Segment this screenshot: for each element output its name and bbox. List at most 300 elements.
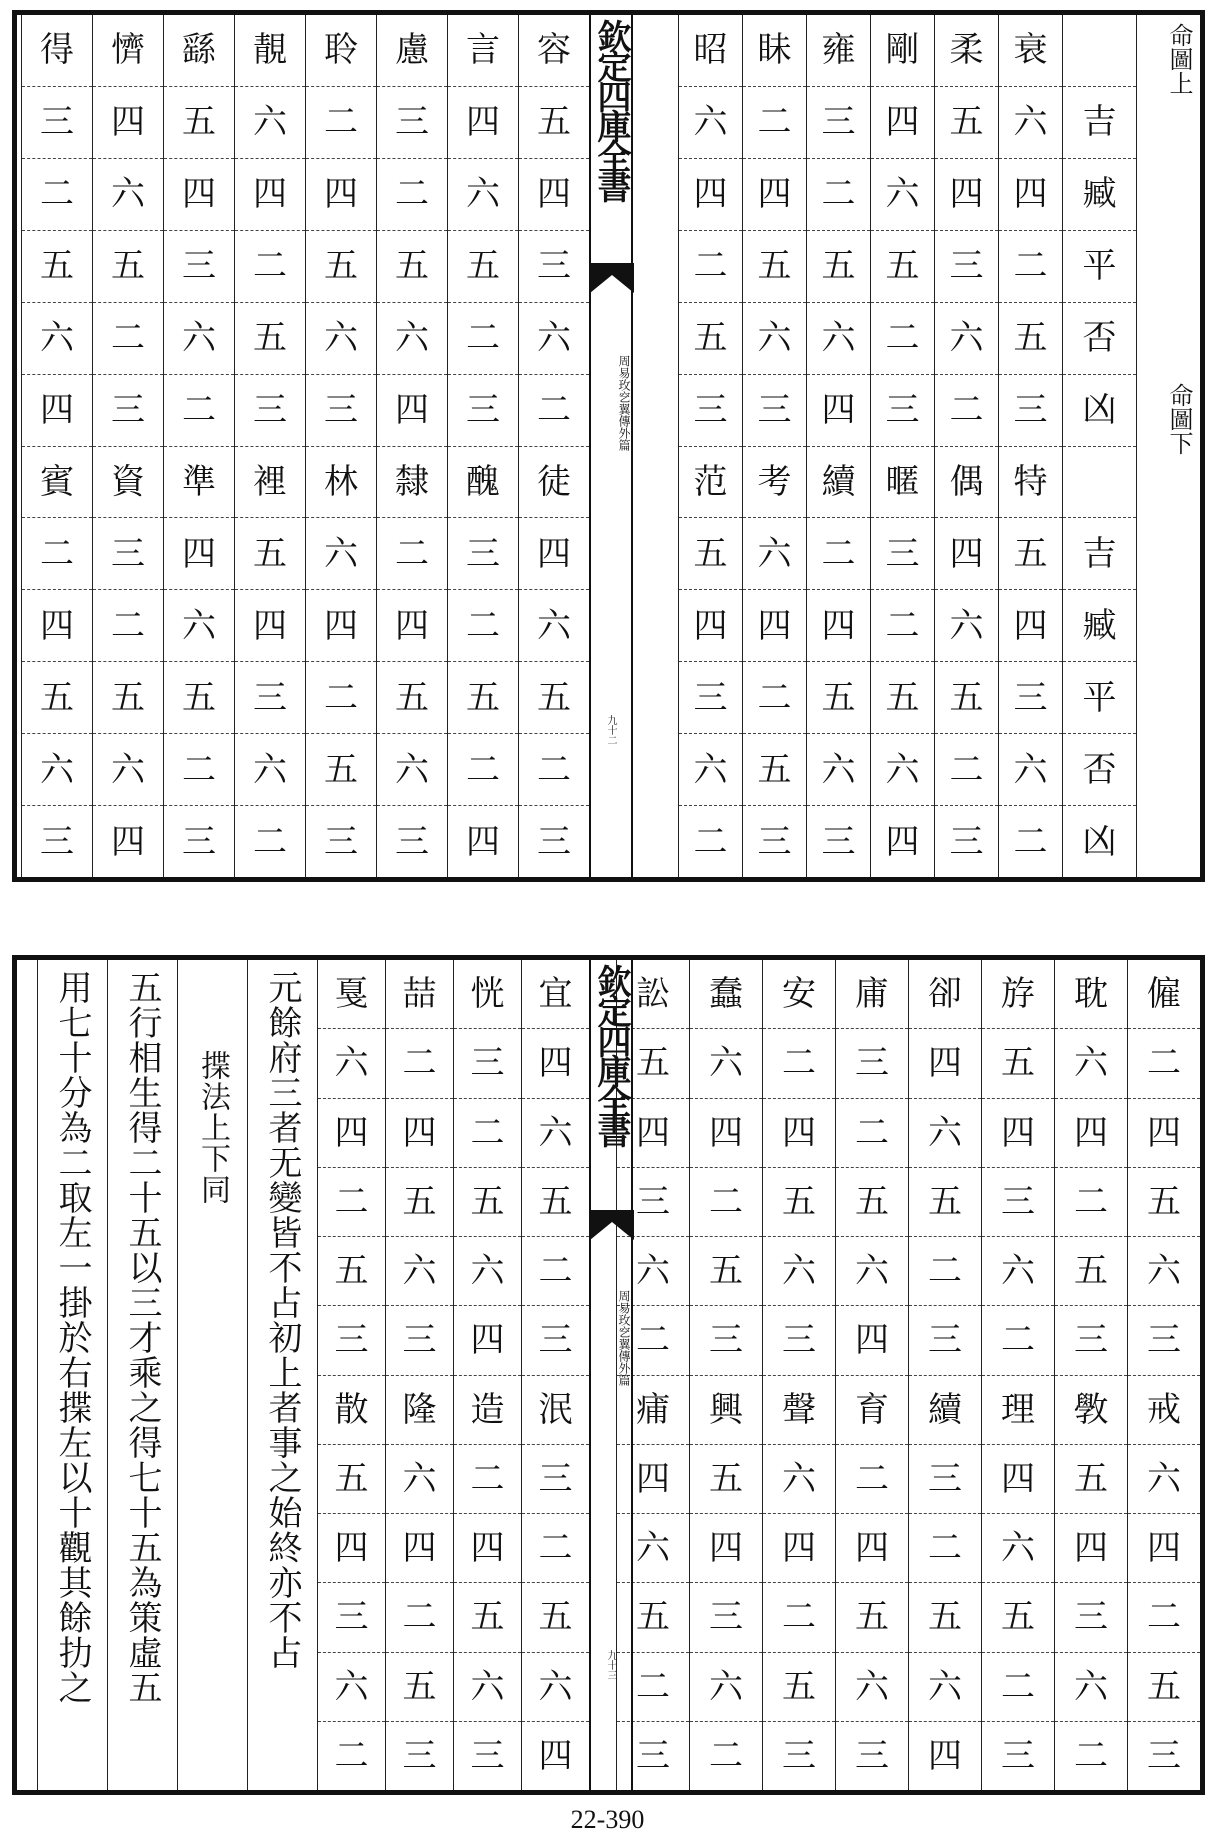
table-cell: 四 [617, 1099, 689, 1168]
table-cell: 三 [999, 375, 1062, 447]
table-cell: 五 [836, 1168, 908, 1237]
table-cell: 三 [522, 1445, 589, 1514]
table-cell: 二 [871, 303, 934, 375]
table-cell: 五 [235, 303, 305, 375]
table-cell: 三 [1055, 1583, 1127, 1652]
table-cell: 徒 [519, 447, 589, 519]
table-cell: 六 [763, 1237, 835, 1306]
table-cell: 六 [617, 1237, 689, 1306]
table-cell: 二 [386, 1029, 453, 1098]
table-cell: 二 [909, 1237, 981, 1306]
table-cell: 四 [690, 1514, 762, 1583]
table-cell: 恍 [454, 960, 521, 1029]
table-cell: 四 [743, 159, 806, 231]
table-cell: 六 [519, 590, 589, 662]
table-column [21, 15, 92, 877]
table-cell: 六 [836, 1237, 908, 1306]
table-cell: 五 [807, 662, 870, 734]
table-cell: 三 [1147, 1735, 1181, 1776]
table-cell: 三 [448, 375, 518, 447]
table-cell: 四 [22, 375, 92, 447]
text-column: 元餘府三者无變皆不占初上者事之始終亦不占 [247, 960, 317, 1790]
table-cell: 三 [182, 821, 216, 862]
spine-page-mark: 九十三 [605, 1650, 616, 1680]
fish-tail-icon [590, 1210, 634, 1250]
table-cell: 二 [22, 518, 92, 590]
fish-tail-icon [590, 263, 634, 303]
table-cell: 五 [306, 734, 376, 806]
table-cell: 六 [235, 87, 305, 159]
table-cell: 二 [999, 231, 1062, 303]
table-cell: 訟 [617, 960, 689, 1029]
table-cell: 五 [454, 1583, 521, 1652]
table-cell: 二 [454, 1445, 521, 1514]
table-cell: 六 [22, 734, 92, 806]
table-cell: 理 [982, 1376, 1054, 1445]
table-cell: 柔 [935, 15, 998, 87]
table-cell: 三 [306, 375, 376, 447]
table-cell: 二 [807, 518, 870, 590]
table-column [981, 960, 1054, 1790]
table-cell: 六 [1128, 1237, 1200, 1306]
table-cell: 三 [636, 1735, 670, 1776]
table-cell: 臧 [1063, 590, 1136, 662]
table-cell: 安 [763, 960, 835, 1029]
table-cell: 六 [871, 734, 934, 806]
top-right-table [616, 15, 1200, 877]
table-cell: 五 [871, 662, 934, 734]
table-cell: 三 [522, 1306, 589, 1375]
table-cell: 容 [519, 15, 589, 87]
table-cell: 四 [999, 159, 1062, 231]
table-cell: 蠢 [690, 960, 762, 1029]
table-cell: 六 [318, 1029, 385, 1098]
table-cell: 凶 [1063, 375, 1136, 447]
table-cell: 卻 [909, 960, 981, 1029]
table-cell: 五 [318, 1445, 385, 1514]
table-cell: 五 [999, 518, 1062, 590]
table-cell: 續 [807, 447, 870, 519]
table-cell: 凶 [1082, 821, 1117, 862]
table-cell: 二 [377, 518, 447, 590]
table-cell: 五 [93, 231, 163, 303]
table-cell: 聲 [763, 1376, 835, 1445]
table-cell: 四 [448, 87, 518, 159]
table-cell: 二 [982, 1306, 1054, 1375]
table-cell: 三 [235, 662, 305, 734]
table-cell: 六 [454, 1237, 521, 1306]
table-cell: 五 [377, 231, 447, 303]
table-cell [1063, 15, 1136, 87]
table-cell: 四 [763, 1514, 835, 1583]
table-cell: 斆 [1055, 1376, 1127, 1445]
table-cell: 四 [1128, 1514, 1200, 1583]
table-cell: 三 [402, 1735, 437, 1776]
table-cell: 二 [334, 1735, 369, 1776]
table-cell: 言 [448, 15, 518, 87]
bottom-page [12, 955, 1205, 1795]
bottom-right-table [616, 960, 1200, 1790]
table-cell: 四 [235, 159, 305, 231]
table-cell: 五 [1128, 1168, 1200, 1237]
table-cell: 慮 [377, 15, 447, 87]
table-cell: 六 [386, 1445, 453, 1514]
table-cell: 二 [448, 590, 518, 662]
table-cell: 戛 [318, 960, 385, 1029]
table-cell: 二 [22, 159, 92, 231]
table-cell: 六 [935, 303, 998, 375]
table-cell: 二 [522, 1237, 589, 1306]
table-cell: 造 [454, 1376, 521, 1445]
table-cell: 平 [1063, 231, 1136, 303]
table-cell: 二 [306, 662, 376, 734]
table-cell: 五 [519, 87, 589, 159]
table-cell: 三 [386, 1306, 453, 1375]
table-cell: 二 [935, 375, 998, 447]
table-cell: 繇 [164, 15, 234, 87]
table-cell: 斿 [982, 960, 1054, 1029]
table-cell: 僱 [1128, 960, 1200, 1029]
table-cell: 三 [909, 1306, 981, 1375]
table-cell: 三 [22, 87, 92, 159]
table-cell: 六 [306, 518, 376, 590]
table-cell: 六 [164, 303, 234, 375]
table-cell: 三 [690, 1306, 762, 1375]
table-cell: 二 [836, 1445, 908, 1514]
table-cell: 五 [93, 662, 163, 734]
table-cell: 五 [522, 1168, 589, 1237]
table-column [317, 960, 385, 1790]
table-column [835, 960, 908, 1790]
table-cell: 六 [386, 1237, 453, 1306]
table-cell: 裡 [235, 447, 305, 519]
table-cell: 二 [519, 734, 589, 806]
table-cell: 臧 [1063, 159, 1136, 231]
table-column [234, 15, 305, 877]
table-cell: 三 [690, 1583, 762, 1652]
table-cell: 宜 [522, 960, 589, 1029]
table-cell: 六 [93, 734, 163, 806]
table-cell: 痡 [617, 1376, 689, 1445]
table-cell: 六 [743, 303, 806, 375]
table-column [92, 15, 163, 877]
table-cell: 三 [1001, 1735, 1035, 1776]
table-cell: 五 [519, 662, 589, 734]
table-cell: 否 [1063, 303, 1136, 375]
table-cell: 聆 [306, 15, 376, 87]
table-cell: 二 [617, 1306, 689, 1375]
table-cell: 雍 [807, 15, 870, 87]
table-cell: 四 [690, 1099, 762, 1168]
table-cell: 四 [318, 1099, 385, 1168]
table-cell: 五 [377, 662, 447, 734]
table-cell: 四 [679, 159, 742, 231]
table-cell: 二 [743, 662, 806, 734]
table-cell: 三 [617, 1168, 689, 1237]
table-cell: 五 [743, 734, 806, 806]
table-cell: 六 [690, 1029, 762, 1098]
table-cell: 六 [1128, 1445, 1200, 1514]
table-cell: 暱 [871, 447, 934, 519]
table-cell: 二 [93, 303, 163, 375]
table-cell: 二 [690, 1168, 762, 1237]
table-cell: 五 [235, 518, 305, 590]
table-cell: 六 [377, 734, 447, 806]
text-column: 五行相生得二十五以三才乘之得七十五為策虛五 [107, 960, 177, 1790]
table-cell: 六 [377, 303, 447, 375]
table-cell: 五 [679, 518, 742, 590]
table-cell: 六 [93, 159, 163, 231]
table-cell: 喆 [386, 960, 453, 1029]
table-cell: 二 [1074, 1735, 1108, 1776]
spine-subtitle: 周易玫穵翼傳外篇 [617, 355, 631, 451]
table-cell: 五 [386, 1168, 453, 1237]
table-cell: 六 [999, 734, 1062, 806]
table-cell: 吉 [1063, 87, 1136, 159]
table-cell: 三 [470, 1735, 505, 1776]
table-cell: 五 [22, 231, 92, 303]
table-cell: 四 [909, 1029, 981, 1098]
table-cell: 五 [836, 1583, 908, 1652]
table-cell: 三 [982, 1168, 1054, 1237]
table-cell: 四 [982, 1445, 1054, 1514]
table-cell: 六 [679, 87, 742, 159]
table-cell: 六 [836, 1653, 908, 1722]
table-cell: 五 [1055, 1445, 1127, 1514]
table-cell: 六 [982, 1237, 1054, 1306]
page-number: 22-390 [570, 1805, 645, 1834]
table-cell: 五 [909, 1583, 981, 1652]
table-cell: 二 [693, 821, 728, 862]
table-cell: 二 [763, 1583, 835, 1652]
table-cell: 五 [743, 231, 806, 303]
table-cell: 三 [679, 662, 742, 734]
table-column [1054, 960, 1127, 1790]
table-cell: 四 [318, 1514, 385, 1583]
table-cell: 六 [454, 1653, 521, 1722]
table-column [870, 15, 934, 877]
table-cell: 準 [164, 447, 234, 519]
table-cell: 四 [763, 1099, 835, 1168]
table-cell: 三 [93, 518, 163, 590]
table-cell: 三 [164, 231, 234, 303]
table-cell: 三 [324, 821, 358, 862]
table-cell: 耽 [1055, 960, 1127, 1029]
table-cell [1063, 447, 1136, 519]
table-cell: 六 [522, 1099, 589, 1168]
table-cell: 二 [935, 734, 998, 806]
table-cell: 四 [519, 518, 589, 590]
table-cell: 五 [448, 231, 518, 303]
table-cell: 四 [454, 1306, 521, 1375]
table-cell: 二 [617, 1653, 689, 1722]
table-cell: 五 [807, 231, 870, 303]
table-column [762, 960, 835, 1790]
table-cell: 六 [164, 590, 234, 662]
table-cell: 三 [448, 518, 518, 590]
table-cell: 五 [909, 1168, 981, 1237]
table-cell: 戒 [1128, 1376, 1200, 1445]
table-cell: 四 [1128, 1099, 1200, 1168]
table-cell: 二 [164, 734, 234, 806]
table-column [305, 15, 376, 877]
table-column [447, 15, 518, 877]
table-cell: 六 [763, 1445, 835, 1514]
section-label: 命圖上 [1165, 23, 1193, 95]
table-cell: 二 [807, 159, 870, 231]
table-column [689, 960, 762, 1790]
bottom-left-area [17, 960, 589, 1790]
table-cell: 四 [164, 518, 234, 590]
table-cell: 考 [743, 447, 806, 519]
table-cell: 三 [679, 375, 742, 447]
table-cell: 四 [617, 1445, 689, 1514]
table-cell: 五 [617, 1029, 689, 1098]
table-cell: 五 [679, 303, 742, 375]
table-cell: 六 [235, 734, 305, 806]
table-cell: 泯 [522, 1376, 589, 1445]
table-cell: 吉 [1063, 518, 1136, 590]
table-cell: 六 [999, 87, 1062, 159]
table-cell: 靚 [235, 15, 305, 87]
table-cell: 二 [836, 1099, 908, 1168]
table-cell: 四 [1055, 1514, 1127, 1583]
table-cell: 三 [871, 518, 934, 590]
spine-title: 欽定四庫全書 [591, 19, 631, 199]
table-cell: 二 [454, 1099, 521, 1168]
table-cell: 四 [538, 1735, 573, 1776]
table-cell: 四 [164, 159, 234, 231]
table-cell: 三 [909, 1445, 981, 1514]
table-cell: 四 [522, 1029, 589, 1098]
table-cell: 三 [757, 821, 792, 862]
table-cell: 二 [1128, 1029, 1200, 1098]
table-cell: 五 [1128, 1653, 1200, 1722]
table-cell: 六 [617, 1514, 689, 1583]
table-cell: 二 [377, 159, 447, 231]
table-column [742, 15, 806, 877]
table-cell: 四 [111, 821, 145, 862]
table-column [998, 15, 1062, 877]
table-cell: 賓 [22, 447, 92, 519]
table-cell: 二 [1055, 1168, 1127, 1237]
table-column [385, 960, 453, 1790]
table-cell: 二 [982, 1653, 1054, 1722]
table-cell: 二 [1128, 1583, 1200, 1652]
table-cell: 二 [519, 375, 589, 447]
table-cell: 六 [909, 1099, 981, 1168]
table-cell: 四 [377, 590, 447, 662]
table-cell: 得 [22, 15, 92, 87]
table-cell: 剛 [871, 15, 934, 87]
table-cell: 二 [164, 375, 234, 447]
table-cell: 六 [807, 734, 870, 806]
table-cell: 二 [679, 231, 742, 303]
table-column [1062, 15, 1136, 877]
table-cell: 三 [40, 821, 74, 862]
table-cell: 二 [1013, 821, 1048, 862]
table-cell: 六 [982, 1514, 1054, 1583]
table-cell: 三 [93, 375, 163, 447]
table-cell: 六 [306, 303, 376, 375]
table-cell: 四 [22, 590, 92, 662]
label-column [1136, 15, 1200, 877]
table-cell: 昭 [679, 15, 742, 87]
table-cell: 五 [871, 231, 934, 303]
table-column [806, 15, 870, 877]
table-cell: 四 [935, 159, 998, 231]
table-cell: 六 [807, 303, 870, 375]
table-cell: 特 [999, 447, 1062, 519]
table-cell: 五 [982, 1029, 1054, 1098]
table-cell: 六 [909, 1653, 981, 1722]
table-cell: 五 [982, 1583, 1054, 1652]
table-cell: 四 [306, 590, 376, 662]
table-cell: 三 [743, 375, 806, 447]
section-label: 命圖下 [1165, 383, 1193, 455]
table-cell: 六 [935, 590, 998, 662]
top-page [12, 10, 1205, 882]
table-column [518, 15, 589, 877]
table-column [1127, 960, 1200, 1790]
spine-page-mark: 九十二 [605, 715, 616, 745]
bottom-spine [589, 960, 633, 1790]
table-cell: 資 [93, 447, 163, 519]
table-cell: 續 [909, 1376, 981, 1445]
table-cell: 六 [519, 303, 589, 375]
table-column [163, 15, 234, 877]
table-cell: 三 [935, 231, 998, 303]
table-cell: 五 [386, 1653, 453, 1722]
table-cell: 四 [1055, 1099, 1127, 1168]
table-cell: 醜 [448, 447, 518, 519]
table-cell: 四 [836, 1514, 908, 1583]
table-cell: 六 [522, 1653, 589, 1722]
table-cell: 四 [928, 1735, 962, 1776]
table-cell: 隆 [386, 1376, 453, 1445]
spine-subtitle: 周易玫穵翼傳外篇 [617, 1290, 631, 1386]
spine-title: 欽定四庫全書 [591, 964, 631, 1144]
table-cell: 三 [836, 1029, 908, 1098]
table-cell: 三 [1128, 1306, 1200, 1375]
table-column [678, 15, 742, 877]
table-cell: 二 [93, 590, 163, 662]
table-cell: 三 [377, 87, 447, 159]
table-cell: 六 [22, 303, 92, 375]
table-cell: 三 [395, 821, 429, 862]
table-cell: 三 [519, 231, 589, 303]
table-cell: 六 [318, 1653, 385, 1722]
table-cell: 二 [448, 734, 518, 806]
table-cell: 散 [318, 1376, 385, 1445]
table-cell: 三 [763, 1306, 835, 1375]
table-cell: 四 [935, 518, 998, 590]
table-cell: 三 [235, 375, 305, 447]
table-cell: 四 [377, 375, 447, 447]
table-cell: 二 [306, 87, 376, 159]
table-cell: 二 [763, 1029, 835, 1098]
table-cell: 四 [836, 1306, 908, 1375]
table-cell: 四 [386, 1099, 453, 1168]
table-cell: 三 [949, 821, 984, 862]
table-cell: 四 [386, 1514, 453, 1583]
table-cell: 懠 [93, 15, 163, 87]
table-cell: 五 [935, 662, 998, 734]
table-column [908, 960, 981, 1790]
table-cell: 四 [999, 590, 1062, 662]
text-column: 揲法上下同 [177, 960, 247, 1790]
table-cell: 五 [164, 662, 234, 734]
